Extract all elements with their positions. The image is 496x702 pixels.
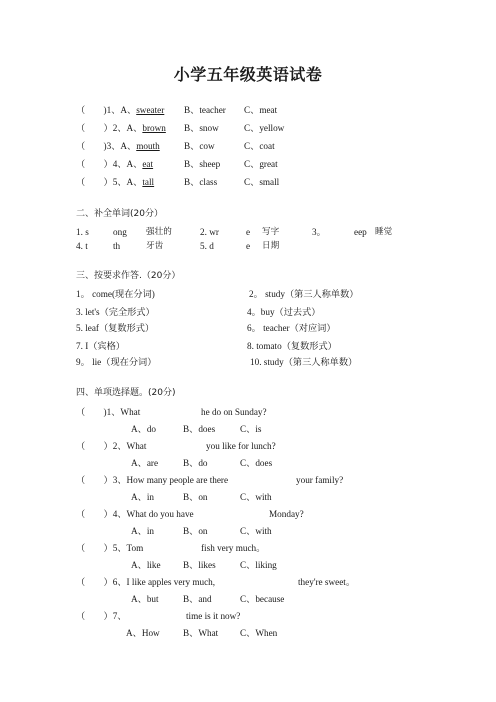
item-prefix: 2. wr bbox=[200, 227, 219, 237]
option-b: B、teacher bbox=[184, 105, 226, 115]
question-paren: （ ）2、A、 bbox=[76, 123, 143, 133]
question-stem: （ ）6、I like apples very much, bbox=[76, 577, 216, 587]
option-a: A、How bbox=[126, 628, 160, 638]
question-stem-end: fish very much。 bbox=[201, 543, 266, 553]
item-left: 1。 come(现在分词) bbox=[76, 289, 155, 299]
question-row bbox=[76, 176, 280, 188]
question-stem: （ ）7、 bbox=[76, 611, 127, 621]
item-suffix: e bbox=[246, 227, 251, 237]
question-paren: （ ）5、A、 bbox=[76, 177, 143, 187]
option-c: C、When bbox=[240, 628, 278, 638]
question-stem: （ ）4、What do you have bbox=[76, 509, 194, 519]
option-b: B、sheep bbox=[184, 159, 221, 169]
question-row bbox=[76, 158, 278, 170]
page-title: 小学五年级英语试卷 bbox=[173, 65, 323, 84]
item-suffix: ong bbox=[113, 227, 127, 237]
option-a: A、do bbox=[131, 424, 157, 434]
option-a: tall bbox=[142, 177, 155, 187]
section4-heading: 四、单项选择题。(20分) bbox=[76, 388, 176, 398]
option-c: C、does bbox=[240, 458, 273, 468]
option-b: B、and bbox=[183, 594, 212, 604]
item-suffix: e bbox=[246, 241, 251, 251]
option-b: B、do bbox=[183, 458, 208, 468]
option-c: C、small bbox=[244, 177, 280, 187]
option-b: B、What bbox=[183, 628, 219, 638]
question-paren: （ )3、A、 bbox=[76, 141, 137, 151]
item-right: 4。buy（过去式） bbox=[247, 307, 321, 317]
option-b: B、cow bbox=[184, 141, 215, 151]
option-a: A、are bbox=[131, 458, 159, 468]
question-stem-end: your family? bbox=[296, 475, 344, 485]
item-meaning: 强壮的 bbox=[146, 227, 172, 237]
option-a: A、but bbox=[131, 594, 159, 604]
item-prefix: 5. d bbox=[200, 241, 214, 251]
option-b: B、does bbox=[183, 424, 216, 434]
option-c: C、because bbox=[240, 594, 285, 604]
question-stem-end: they're sweet。 bbox=[298, 577, 356, 587]
question-row bbox=[76, 122, 285, 134]
option-a: A、in bbox=[131, 492, 154, 502]
question-stem-end: Monday? bbox=[269, 509, 304, 519]
option-c: C、meat bbox=[244, 105, 278, 115]
question-row bbox=[76, 140, 275, 152]
option-a: A、like bbox=[131, 560, 161, 570]
option-c: C、coat bbox=[244, 141, 275, 151]
item-right: 2。 study（第三人称单数） bbox=[249, 289, 359, 299]
item-right: 6。 teacher（对应词） bbox=[247, 323, 336, 333]
option-a: sweater bbox=[136, 105, 165, 115]
item-meaning: 睡觉 bbox=[375, 227, 393, 237]
item-left: 5. leaf（复数形式） bbox=[76, 323, 155, 333]
item-suffix: eep bbox=[354, 227, 367, 237]
item-left: 7. I（宾格） bbox=[76, 341, 125, 351]
item-right: 10. study（第三人称单数） bbox=[250, 357, 358, 367]
option-c: C、with bbox=[240, 526, 272, 536]
option-b: B、on bbox=[183, 526, 208, 536]
option-a: eat bbox=[142, 159, 154, 169]
option-b: B、likes bbox=[183, 560, 216, 570]
option-c: C、great bbox=[244, 159, 278, 169]
option-c: C、is bbox=[240, 424, 262, 434]
question-stem-end: you like for lunch? bbox=[206, 441, 276, 451]
item-left: 9。 lie（现在分词） bbox=[76, 357, 157, 367]
option-c: C、yellow bbox=[244, 123, 285, 133]
question-stem-end: time is it now? bbox=[186, 611, 241, 621]
question-row bbox=[76, 104, 278, 116]
section3-heading: 三、按要求作答.（20分） bbox=[76, 271, 181, 281]
item-meaning: 写字 bbox=[262, 227, 280, 237]
item-prefix: 3。 bbox=[312, 227, 326, 237]
option-b: B、on bbox=[183, 492, 208, 502]
option-b: B、snow bbox=[184, 123, 219, 133]
item-meaning: 牙齿 bbox=[146, 241, 164, 251]
item-prefix: 4. t bbox=[76, 241, 88, 251]
question-paren: （ ）4、A、 bbox=[76, 159, 143, 169]
option-a: A、in bbox=[131, 526, 154, 536]
item-suffix: th bbox=[113, 241, 121, 251]
question-paren: （ )1、A、 bbox=[76, 105, 137, 115]
option-c: C、with bbox=[240, 492, 272, 502]
question-stem-end: he do on Sunday? bbox=[201, 407, 267, 417]
option-a: brown bbox=[142, 123, 166, 133]
option-a: mouth bbox=[136, 141, 160, 151]
item-meaning: 日期 bbox=[262, 241, 280, 251]
question-stem: （ ）5、Tom bbox=[76, 543, 144, 553]
option-c: C、liking bbox=[240, 560, 277, 570]
item-left: 3. let's（完全形式） bbox=[76, 307, 155, 317]
question-stem: （ ）3、How many people are there bbox=[76, 475, 229, 485]
item-prefix: 1. s bbox=[76, 227, 89, 237]
section2-heading: 二、补全单词(20分） bbox=[76, 209, 163, 219]
question-stem: （ )1、What bbox=[76, 407, 141, 417]
question-stem: （ ）2、What bbox=[76, 441, 147, 451]
option-b: B、class bbox=[184, 177, 218, 187]
item-right: 8. tomato（复数形式） bbox=[247, 341, 337, 351]
